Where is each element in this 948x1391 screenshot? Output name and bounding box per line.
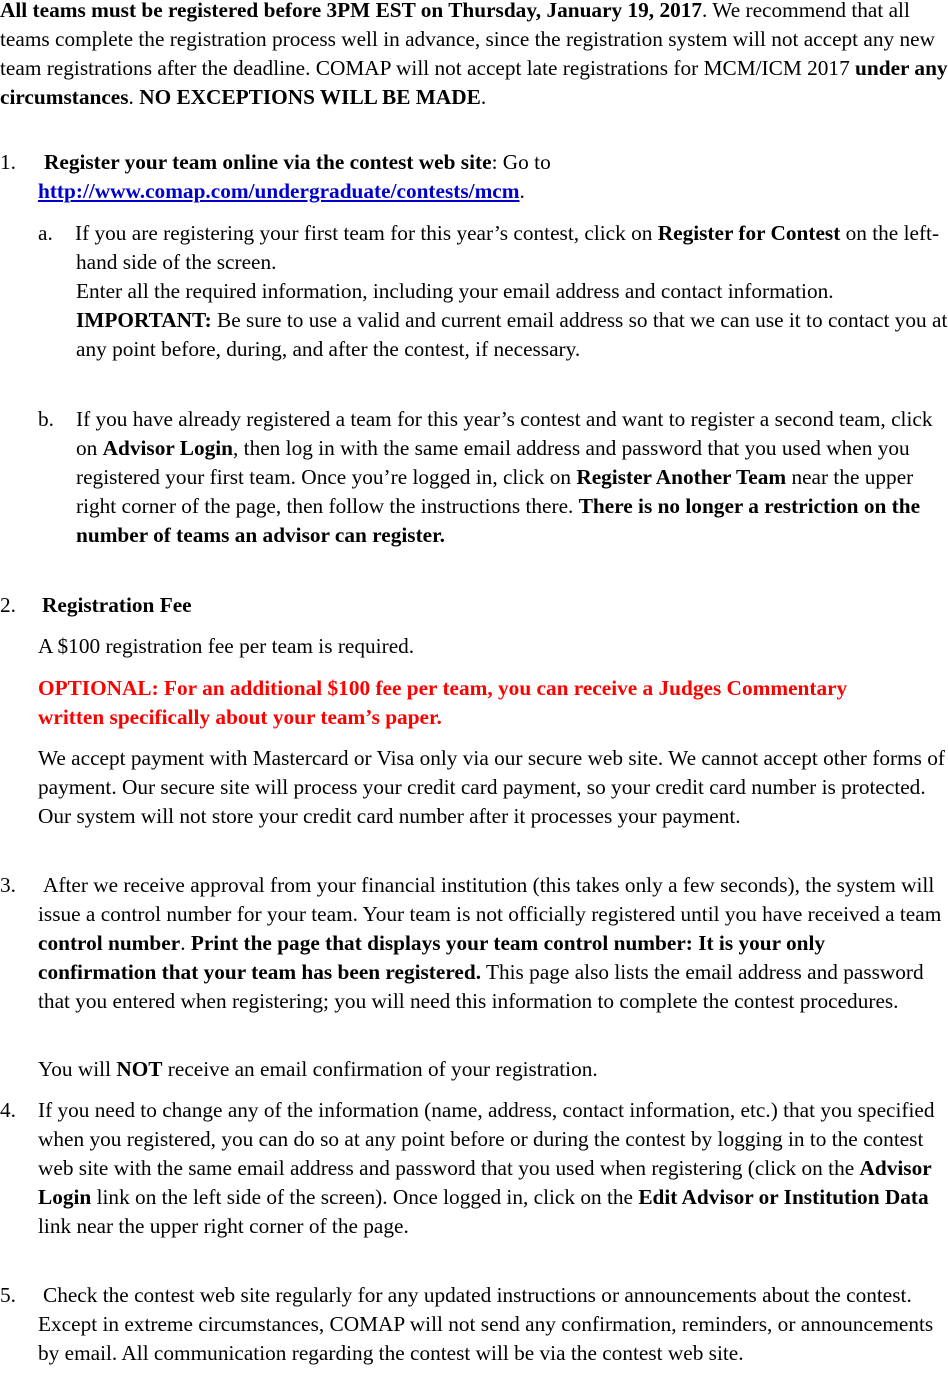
- fee-text: A $100 registration fee per team is required.: [38, 634, 415, 658]
- enter-info-text: Enter all the required information, including your email address and contact information.: [76, 279, 834, 303]
- sub-item-a: a. If you are registering your first team for this year’s contest, click on Register for Contest on the left-hand side of the screen. Enter all the required information, including your email address and contact information. IMPORTANT: Be sure to use a valid and current email address so that we can use it to contact you at any point before, during, and after the contest, if necessary.: [38, 221, 948, 361]
- registration-fee-heading: Registration Fee: [42, 593, 192, 617]
- item-number: 5.: [0, 1283, 16, 1307]
- important-label: IMPORTANT:: [76, 308, 212, 332]
- advisor-login-text: Advisor Login: [38, 1156, 932, 1209]
- register-online-heading: Register your team online via the contest web site: [44, 150, 492, 174]
- list-item-4: 4. If you need to change any of the information (name, address, contact information, etc.) that you specified when you registered, you can do so at any point before or during the contest by logging in to the contest web site with the same email address and password that you used when registering (click on the Advisor Login link on the left side of the screen). Once logged in, click on the Edit Advisor or Institution Data link near the upper right corner of the page.: [0, 1098, 935, 1238]
- no-restriction-text: There is no longer a restriction on the number of teams an advisor can register.: [76, 494, 921, 547]
- item-number: 3.: [0, 873, 16, 897]
- item-number: 1.: [0, 150, 16, 174]
- intro-paragraph: All teams must be registered before 3PM EST on Thursday, January 19, 2017. We recommend that all teams complete the registration process well in advance, since the registration system will not accept any new team registrations after the deadline. COMAP will not accept late registrations for MCM/ICM 2017 under any circumstances. NO EXCEPTIONS WILL BE MADE.: [0, 0, 948, 109]
- payment-text: We accept payment with Mastercard or Visa only via our secure web site. We cannot accept other forms of payment. Our secure site will process your credit card payment, so your credit card number is protected. Our system will not store your credit card number after it processes your payment.: [38, 746, 945, 828]
- print-page-text: Print the page that displays your team control number: It is your only confirmation that your team has been registered.: [38, 931, 826, 984]
- advisor-login-text: Advisor Login: [102, 436, 234, 460]
- register-for-contest: Register for Contest: [657, 221, 841, 245]
- register-another-team: Register Another Team: [576, 465, 787, 489]
- optional-commentary-text: OPTIONAL: For an additional $100 fee per team, you can receive a Judges Commentary written specifically about your team’s paper.: [38, 676, 848, 729]
- edit-advisor-data-text: Edit Advisor or Institution Data: [638, 1185, 929, 1209]
- sub-item-b: b. If you have already registered a team for this year’s contest and want to register a second team, click on Advisor Login, then log in with the same email address and password that you used when you registered your first team. Once you’re logged in, click on Register Another Team near the upper right corner of the page, then follow the instructions there. There is no longer a restriction on the number of teams an advisor can register.: [38, 407, 933, 547]
- sub-letter-a: a.: [38, 221, 53, 245]
- list-item-3: 3. After we receive approval from your financial institution (this takes only a few seconds), the system will issue a control number for your team. Your team is not officially registered until you have received a team control number. Print the page that displays your team control number: It is your only confirmation that your team has been registered. This page also lists the email address and password that you entered when registering; you will need this information to complete the contest procedures.: [0, 873, 942, 1013]
- control-number-text: control number: [38, 931, 181, 955]
- not-emphasis: NOT: [116, 1057, 163, 1081]
- deadline-text: All teams must be registered before 3PM EST on Thursday, January 19, 2017: [0, 0, 703, 22]
- sub-letter-b: b.: [38, 407, 54, 431]
- item-number: 2.: [0, 593, 16, 617]
- list-item-1: 1. Register your team online via the contest web site: Go to http://www.comap.com/undergraduate/contests/mcm.: [0, 150, 551, 203]
- under-any-circumstances: under any circumstances: [0, 56, 948, 109]
- list-item-5: 5. Check the contest web site regularly for any updated instructions or announcements about the contest. Except in extreme circumstances, COMAP will not send any confirmation, reminders, or announcements by email. All communication regarding the contest will be via the contest web site.: [0, 1283, 934, 1365]
- item-number: 4.: [0, 1098, 16, 1122]
- contest-web-site-link[interactable]: http://www.comap.com/undergraduate/contests/mcm: [38, 179, 520, 203]
- no-exceptions-text: NO EXCEPTIONS WILL BE MADE: [139, 85, 481, 109]
- no-email-confirmation-text: You will NOT receive an email confirmation of your registration.: [38, 1057, 598, 1081]
- list-item-2: [0, 591, 948, 620]
